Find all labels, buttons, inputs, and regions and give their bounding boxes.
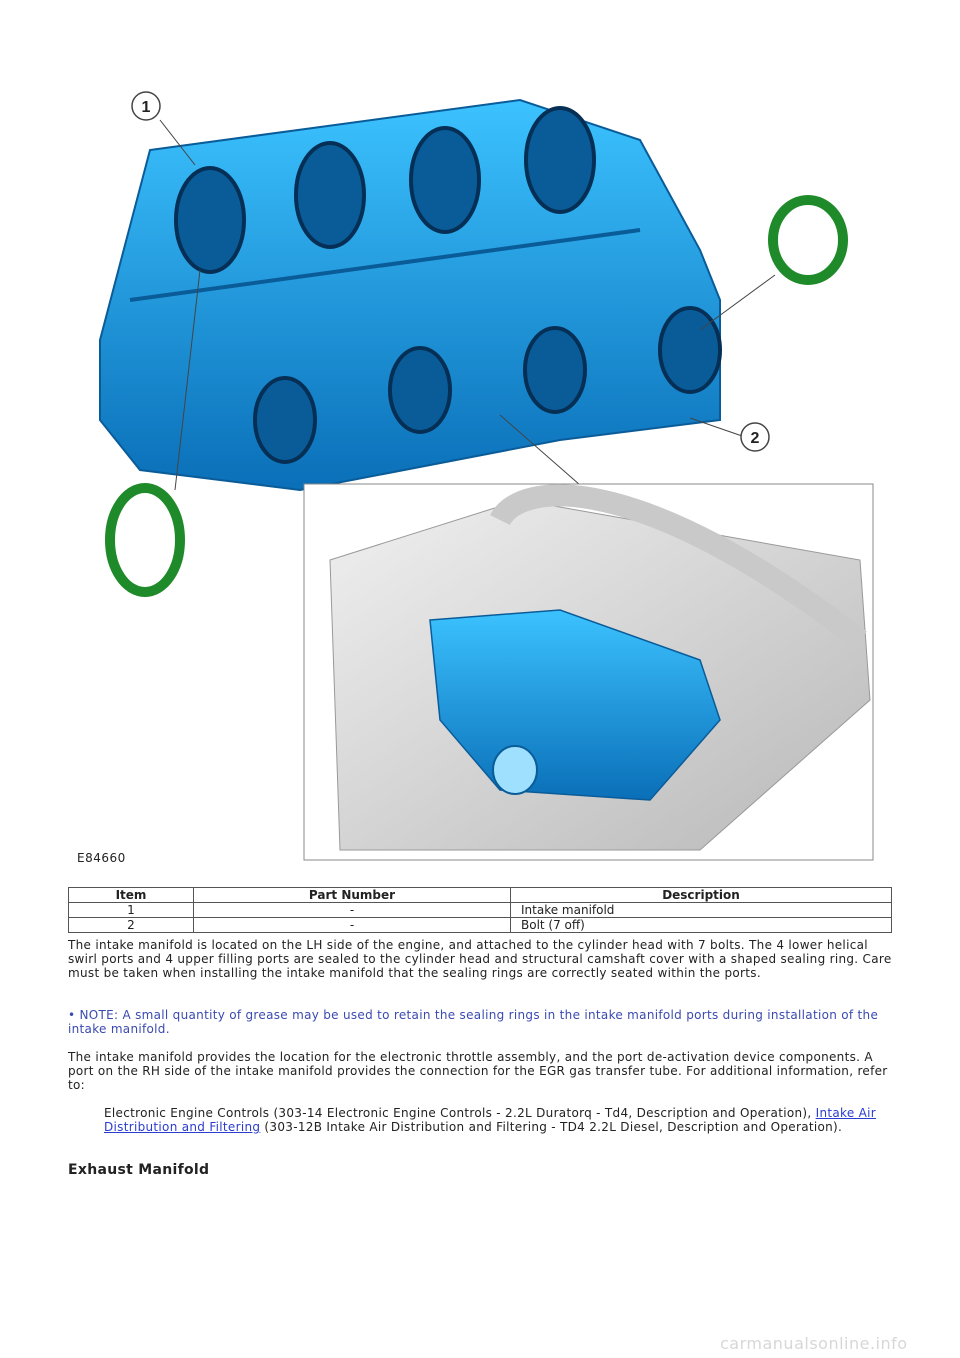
sealing-ring-upper [773, 200, 843, 280]
cell-part-number: - [194, 903, 511, 918]
header-item: Item [69, 888, 194, 903]
cell-description: Bolt (7 off) [511, 918, 892, 933]
table-header-row [69, 888, 892, 903]
intake-air-distribution-link[interactable]: Intake Air Distribution and Filtering [104, 1106, 877, 1134]
svg-text:1: 1 [141, 99, 151, 116]
cell-part-number: - [194, 918, 511, 933]
parts-table [68, 887, 892, 933]
header-part-number: Part Number [194, 888, 511, 903]
table-row [69, 918, 892, 933]
reference-suffix: (303-12B Intake Air Distribution and Filtering - TD4 2.2L Diesel, Description and Operation). [260, 1120, 843, 1134]
paragraph-throttle: The intake manifold provides the location for the electronic throttle assembly, and the port de-activation device components. A port on the RH side of the intake manifold provides the connection for the EGR gas transfer tube. For additional information, refer to: [68, 1050, 888, 1092]
watermark: carmanualsonline.info [720, 1334, 908, 1353]
header-description: Description [511, 888, 892, 903]
reference-block [104, 1106, 894, 1134]
paragraph-description: The intake manifold is located on the LH side of the engine, and attached to the cylinder head with 7 bolts. The 4 lower helical swirl ports and 4 upper filling ports are sealed to the cylinder head and structural camshaft cover with a shaped sealing ring. Care must be taken when installing the intake manifold that the sealing rings are correctly seated within the ports. [68, 938, 892, 980]
cell-item: 1 [69, 903, 194, 918]
callout-2 [741, 423, 769, 451]
cell-item: 2 [69, 918, 194, 933]
sealing-ring-lower [110, 488, 180, 592]
figure-label: E84660 [77, 851, 126, 865]
callout-1 [132, 92, 160, 120]
reference-prefix: Electronic Engine Controls (303-14 Electronic Engine Controls - 2.2L Duratorq - Td4, Description and Operation), [104, 1106, 812, 1120]
engine-inset [304, 484, 873, 860]
note-grease: • NOTE: A small quantity of grease may be used to retain the sealing rings in the intake manifold ports during installation of the intake manifold. [68, 1008, 879, 1036]
svg-text:2: 2 [750, 430, 760, 447]
intake-manifold-shape [100, 100, 720, 490]
table-row [69, 903, 892, 918]
cell-description: Intake manifold [511, 903, 892, 918]
section-heading-exhaust-manifold: Exhaust Manifold [68, 1162, 210, 1178]
